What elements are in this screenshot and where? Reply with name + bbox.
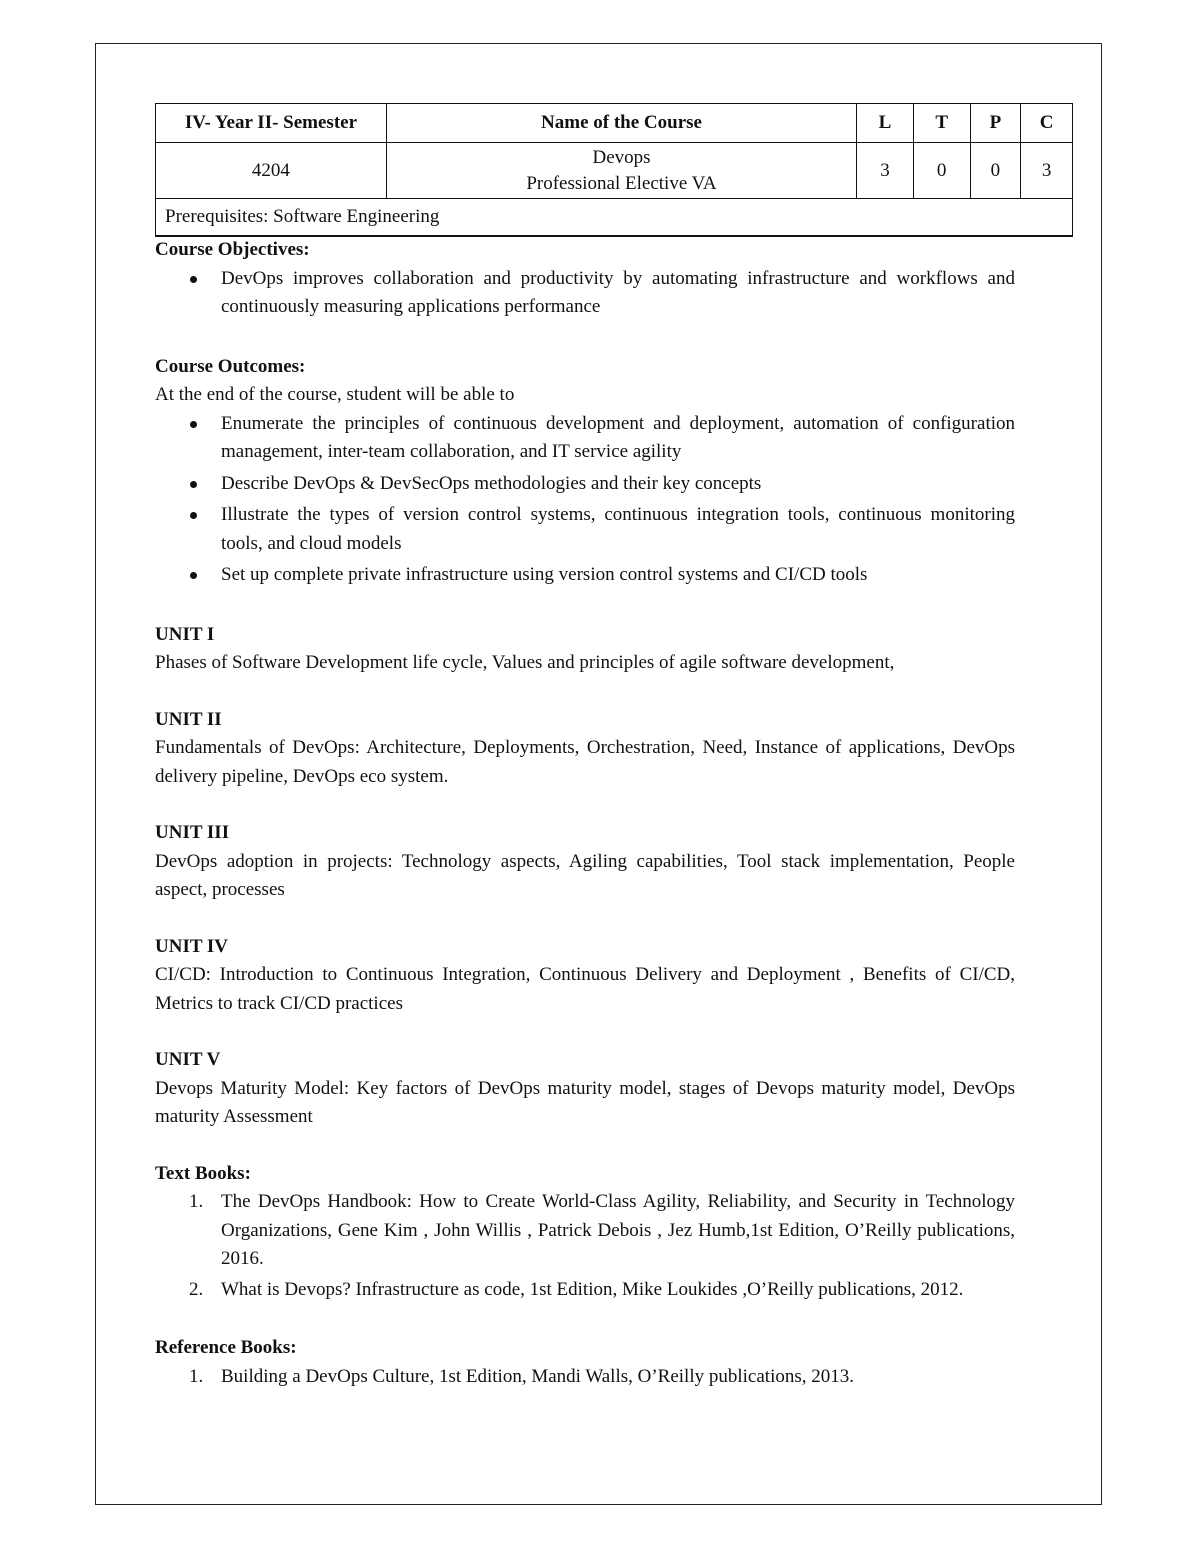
bullet-icon: [190, 512, 197, 519]
unit-3-title: UNIT III: [155, 822, 230, 843]
list-item: DevOps improves collaboration and productivity by automating infrastructure and workflows and continuously measuring applications performance: [155, 265, 1015, 322]
list-item: 2. What is Devops? Infrastructure as code, 1st Edition, Mike Loukides ,O’Reilly publications, 2012.: [189, 1278, 964, 1300]
outcomes-intro: At the end of the course, student will be able to: [155, 384, 515, 405]
list-item: 1. The DevOps Handbook: How to Create World-Class Agility, Reliability, and Security in Technology Organizations, Gene Kim , John Willis , Patrick Debois , Jez Humb,1st Edition, O’Reilly publications, 2016.: [189, 1191, 1015, 1269]
practical-value: 0: [970, 143, 1021, 199]
course-name-cell: [386, 143, 856, 199]
outcomes-list: [155, 410, 1015, 590]
reference-books-heading: Reference Books:: [155, 1337, 297, 1358]
objectives-list: [155, 265, 1015, 322]
outcomes-heading: Course Outcomes:: [155, 355, 306, 377]
list-item: Describe DevOps & DevSecOps methodologies and their key concepts: [155, 470, 1015, 499]
course-info-table: [155, 103, 1073, 237]
lecture-value: 3: [857, 143, 914, 199]
unit-1-text: Phases of Software Development life cycle, Values and principles of agile software development,: [155, 652, 895, 673]
bullet-icon: [190, 572, 197, 579]
semester-header: IV- Year II- Semester: [156, 104, 387, 143]
lecture-header: L: [857, 104, 914, 143]
credits-value: 3: [1021, 143, 1073, 199]
course-code: 4204: [156, 143, 387, 199]
list-item: Set up complete private infrastructure using version control systems and CI/CD tools: [155, 561, 1015, 590]
bullet-icon: [190, 481, 197, 488]
tutorial-value: 0: [913, 143, 970, 199]
prerequisites: Prerequisites: Software Engineering: [156, 199, 1073, 237]
bullet-icon: [190, 276, 197, 283]
table-values-row: [156, 143, 1073, 199]
syllabus-body: [155, 236, 1015, 1393]
credits-header: C: [1021, 104, 1073, 143]
unit-5-title: UNIT V: [155, 1049, 221, 1070]
course-name: Devops: [592, 146, 651, 168]
reference-books-list: [155, 1363, 1015, 1392]
objectives-heading: Course Objectives:: [155, 239, 310, 260]
practical-header: P: [970, 104, 1021, 143]
table-header-row: [156, 104, 1073, 143]
unit-4-title: UNIT IV: [155, 935, 229, 957]
prerequisites-row: [156, 199, 1073, 237]
bullet-icon: [190, 421, 197, 428]
unit-4-text: CI/CD: Introduction to Continuous Integration, Continuous Delivery and Deployment , Benefits of CI/CD, Metrics to track CI/CD practices: [155, 964, 1015, 1014]
unit-3-text: DevOps adoption in projects: Technology aspects, Agiling capabilities, Tool stack implementation, People aspect, processes: [155, 850, 1015, 900]
unit-1-title: UNIT I: [155, 623, 215, 645]
tutorial-header: T: [913, 104, 970, 143]
unit-5-text: Devops Maturity Model: Key factors of DevOps maturity model, stages of Devops maturity model, DevOps maturity Assessment: [155, 1077, 1015, 1127]
unit-2-title: UNIT II: [155, 708, 222, 730]
list-item: Enumerate the principles of continuous development and deployment, automation of configuration management, inter-team collaboration, and IT service agility: [155, 410, 1015, 467]
unit-2-text: Fundamentals of DevOps: Architecture, Deployments, Orchestration, Need, Instance of applications, DevOps delivery pipeline, DevOps eco system.: [155, 737, 1015, 787]
list-item: Illustrate the types of version control systems, continuous integration tools, continuous monitoring tools, and cloud models: [155, 501, 1015, 558]
text-books-list: [155, 1188, 1015, 1304]
list-item: 1. Building a DevOps Culture, 1st Edition, Mandi Walls, O’Reilly publications, 2013.: [189, 1365, 854, 1387]
elective-label: Professional Elective VA: [526, 172, 717, 194]
course-name-header: Name of the Course: [386, 104, 856, 143]
text-books-heading: Text Books:: [155, 1162, 251, 1184]
